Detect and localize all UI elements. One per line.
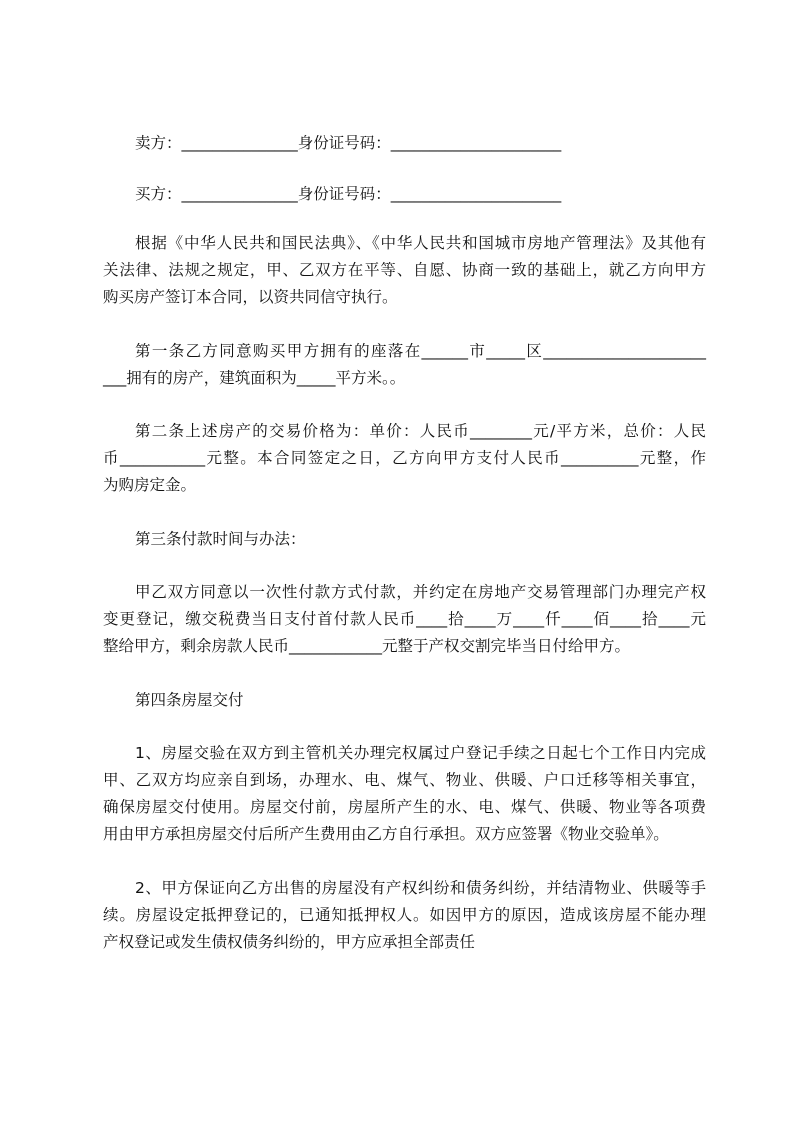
paragraph-line: 币___________元整。本合同签定之日，乙方向甲方支付人民币__________元整，作: [103, 449, 706, 467]
paragraph-line: ___拥有的房产，建筑面积为_____平方米。。: [103, 368, 406, 387]
paragraph-line: 产权登记或发生债权债务纠纷的，甲方应承担全部责任: [103, 932, 476, 951]
paragraph-line: 关法律、法规之规定，甲、乙双方在平等、自愿、协商一致的基础上，就乙方向甲方: [103, 261, 706, 279]
paragraph-line: 变更登记，缴交税费当日支付首付款人民币____拾____万____仟____佰____拾____元: [103, 610, 706, 628]
paragraph-line: 甲、乙双方均应亲自到场，办理水、电、煤气、物业、供暖、户口迁移等相关事宜，: [103, 771, 706, 789]
paragraph: [103, 878, 706, 959]
paragraph: [103, 421, 706, 502]
paragraph-line: 用由甲方承担房屋交付后所产生费用由乙方自行承担。双方应签署《物业交验单》。: [103, 825, 669, 843]
contract-body: [103, 233, 706, 959]
paragraph-line: 第二条上述房产的交易价格为：单价：人民币________元/平方米，总价：人民: [135, 422, 706, 440]
paragraph: [103, 690, 706, 717]
paragraph-line: 甲乙双方同意以一次性付款方式付款，并约定在房地产交易管理部门办理完产权: [135, 583, 706, 601]
paragraph-line: 购买房产签订本合同，以资共同信守执行。: [103, 288, 398, 306]
paragraph-line: 2、甲方保证向乙方出售的房屋没有产权纠纷和债务纠纷，并结清物业、供暖等手: [135, 878, 706, 897]
paragraph-line: 整给甲方，剩余房款人民币____________元整于产权交割完毕当日付给甲方。: [103, 637, 631, 655]
contract-document: [103, 131, 706, 985]
paragraph: [103, 233, 706, 314]
paragraph-line: 续。房屋设定抵押登记的，已通知抵押权人。如因甲方的原因，造成该房屋不能办理: [103, 905, 706, 924]
paragraph-line: 确保房屋交付使用。房屋交付前，房屋所产生的水、电、煤气、供暖、物业等各项费: [103, 798, 706, 816]
buyer-line: 买方：_______________身份证号码：______________________: [135, 185, 562, 203]
paragraph-line: 第一条乙方同意购买甲方拥有的座落在______市_____区_____________________: [135, 341, 706, 360]
paragraph-line: 第四条房屋交付: [135, 690, 244, 709]
seller-line: 卖方：_______________身份证号码：______________________: [135, 134, 562, 152]
paragraph-line: 为购房定金。: [103, 476, 197, 494]
paragraph: [103, 743, 706, 851]
paragraph-line: 1、房屋交验在双方到主管机关办理完权属过户登记手续之日起七个工作日内完成: [135, 744, 706, 762]
paragraph: [103, 582, 706, 663]
paragraph-line: 根据《中华人民共和国民法典》、《中华人民共和国城市房地产管理法》及其他有: [135, 234, 706, 252]
paragraph-line: 第三条付款时间与办法：: [135, 529, 306, 548]
paragraph: [103, 341, 706, 395]
paragraph: [103, 529, 706, 556]
